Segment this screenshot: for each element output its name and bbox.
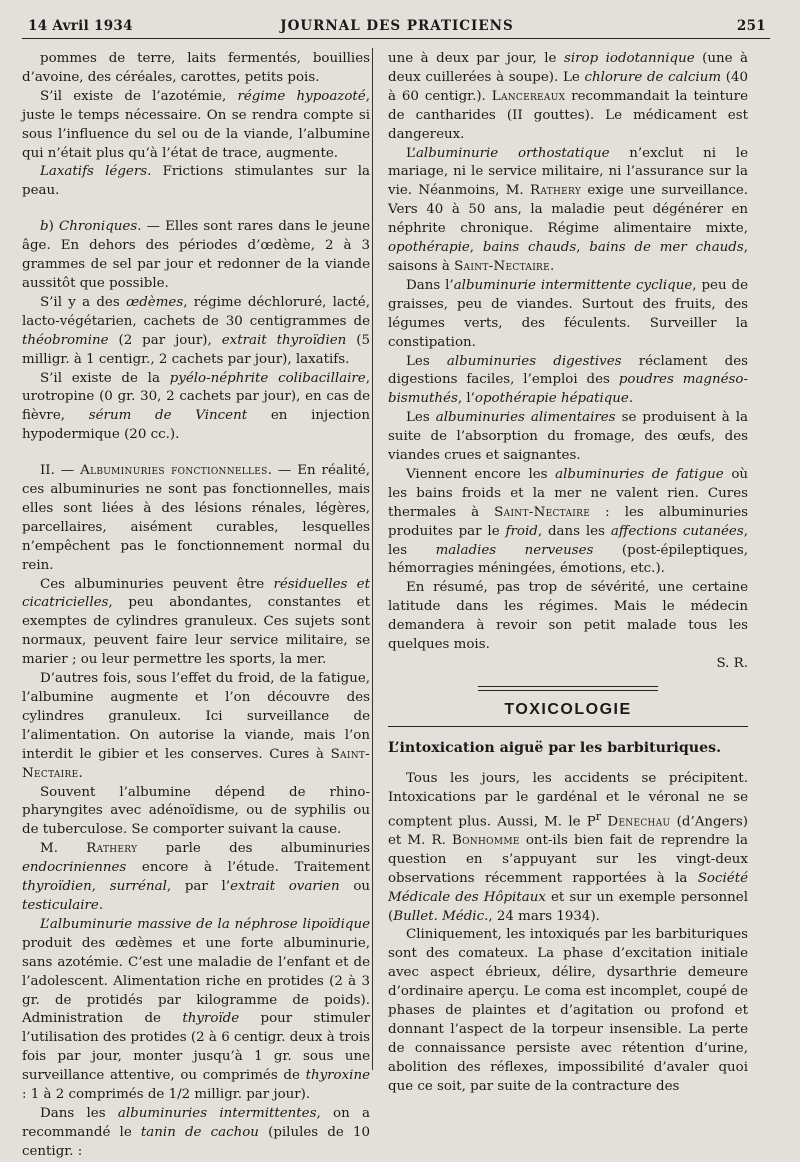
small-caps-text: Rathery — [530, 183, 582, 199]
text-run: n’exclut ni le mariage, ni le service militaire, ni l’assurance sur la vie. Néanmoins, M. — [388, 145, 749, 199]
text-run: en injection hypodermique (20 cc.). — [22, 408, 370, 443]
italic-text: thyroïde — [182, 1011, 240, 1027]
header-date: 14 Avril 1934 — [28, 18, 133, 34]
italic-text: pyélo-néphrite colibacillaire — [169, 370, 366, 386]
text-run: une à deux par jour, le — [388, 51, 564, 66]
paragraph — [388, 466, 748, 579]
small-caps-text: Lancereaux — [491, 88, 566, 104]
text-run: . — [550, 258, 555, 274]
italic-text: œdèmes — [125, 294, 184, 310]
paragraph — [388, 770, 748, 927]
text-run: , — [91, 879, 110, 895]
paragraph — [388, 926, 748, 1096]
text-run: S’il y a des — [40, 294, 126, 310]
text-run: (2 par jour), — [108, 332, 222, 348]
section-separator — [478, 686, 658, 691]
italic-text: extrait ovarien — [230, 879, 340, 895]
text-run: : 1 à 2 comprimés de 1/2 milligr. par jour). — [22, 1087, 311, 1103]
text-run: (post-épileptiques, hémorragies méningées, émotions, etc.). — [388, 542, 748, 577]
text-run: exige une surveillance. Vers 40 à 50 ans, la maladie peut dégénérer en néphrite chronique. Régime alimentaire mixte, — [388, 183, 748, 237]
paragraph — [22, 784, 370, 841]
italic-text: bains de mer chauds — [589, 240, 744, 256]
text-run: , peu de graisses, peu de viandes. Surtout des fruits, des légumes verts, des féculents. Surveiller la constipation. — [388, 277, 749, 350]
text-run: , les — [388, 523, 748, 558]
text-run: , par l’ — [166, 879, 231, 895]
text-run: (une à deux cuillerées à soupe). Le — [388, 51, 748, 85]
header-rule — [22, 38, 770, 39]
italic-text: endocriniennes — [22, 860, 127, 876]
running-header — [28, 18, 766, 40]
italic-text: Société Médicale des Hôpitaux — [388, 870, 748, 905]
text-run: (pilules de 10 centigr. : — [22, 1124, 371, 1159]
text-run: où les bains froids et la mer ne valent rien. Cures thermales à — [388, 466, 748, 520]
italic-text: extrait thyroïdien — [221, 332, 347, 348]
paragraph — [22, 576, 370, 671]
italic-text: maladies nerveuses — [435, 542, 594, 558]
text-run: Tous les jours, les accidents se précipitent. Intoxications par le gardénal et le véronal ne se comptent plus. Aussi, M. le P — [388, 770, 748, 829]
text-run: , l’ — [457, 391, 475, 407]
text-run: , — [576, 240, 590, 256]
right-column — [388, 50, 748, 1097]
italic-text: L’albuminurie massive de la néphrose lipoïdique — [40, 916, 370, 932]
text-run: parle des albuminuries — [137, 841, 370, 857]
italic-text: Bullet. Médic. — [393, 908, 489, 924]
header-page-number: 251 — [736, 18, 766, 34]
text-run: , on a recommandé le — [22, 1105, 370, 1140]
text-run: se produisent à la suite de l’absorption du fromage, des œufs, des viandes crues et saignantes. — [388, 410, 749, 464]
text-run: ou — [339, 879, 370, 895]
italic-text: régime hypoazoté — [237, 88, 366, 104]
paragraph — [388, 277, 748, 353]
text-run: , 24 mars 1934). — [488, 908, 600, 924]
text-run: produit des œdèmes et une forte albuminurie, sans azotémie. C’est une maladie de l’enfant et de l’adolescent. Alimentation riche en protides (2 à 3 gr. de protidés par kilogramme de poids). Administration de — [22, 935, 370, 1027]
text-run: (d’Angers) et M. R. — [388, 814, 748, 848]
paragraph — [22, 218, 370, 294]
article-title: L’intoxication aiguë par les barbituriques. — [388, 739, 722, 756]
small-caps-text: Saint-Nectaire — [22, 746, 370, 781]
italic-text: albuminuries alimentaires — [435, 410, 616, 426]
text-run: Les — [406, 353, 447, 369]
italic-text: résiduelles et cicatricielles — [22, 576, 370, 611]
italic-text: froid — [505, 523, 538, 539]
italic-text: chlorure de calcium — [584, 69, 722, 85]
italic-text: albuminuries intermittentes — [117, 1105, 317, 1121]
italic-text: sérum de Vincent — [88, 408, 248, 424]
text-run: . Frictions stimulantes sur la peau. — [22, 164, 370, 199]
text-run: , saisons à — [388, 240, 749, 274]
article-signature: S. R. — [716, 656, 748, 671]
italic-text: opothérapie hépatique — [474, 391, 629, 407]
italic-text: albuminuries de fatigue — [555, 466, 724, 482]
text-run: . — [98, 897, 104, 913]
italic-text: albuminurie orthostatique — [415, 145, 610, 161]
text-run: , — [469, 240, 483, 256]
paragraph — [388, 579, 748, 655]
italic-text: albuminurie intermittente cyclique — [453, 277, 693, 293]
text-run: L’ — [406, 145, 416, 161]
text-run: pour stimuler l’utilisation des protides (2 à 6 centigr. deux à trois fois par jour, monter jusqu’à 1 gr. sous une surveillance attentive, ou comprimés de — [22, 1011, 370, 1084]
italic-text: thyroïdien — [22, 879, 92, 895]
paragraph — [22, 163, 370, 201]
text-run: , juste le temps nécessaire. On se rendra compte si sous l’influence du sel ou de la viande, l’albumine qui n’était plus qu’à l’état de trace, augmente. — [22, 88, 370, 161]
italic-text: bains chauds — [482, 240, 577, 256]
text-run: D’autres fois, sous l’effet du froid, de la fatigue, l’albumine augmente et l’on découvre des cylindres granuleux. Ici surveillance de l’alimentation. On autorise la viande, mais l’on interdit le gibier et les conserves. Cures à — [22, 671, 370, 762]
text-run: pommes de terre, laits fermentés, bouillies d’avoine, des céréales, carottes, petits pois. — [22, 51, 370, 85]
paragraph — [22, 294, 370, 370]
italic-text: Chroniques — [58, 219, 138, 235]
text-run: : les albuminuries produites par le — [388, 504, 748, 539]
left-column — [22, 50, 370, 1162]
text-run: S’il existe de l’azotémie, — [40, 88, 238, 104]
italic-text: opothérapie — [388, 240, 470, 256]
small-caps-text: Saint-Nectaire — [494, 504, 591, 520]
italic-text: b — [40, 219, 49, 235]
italic-text: théobromine — [22, 332, 109, 348]
text-run: Dans l’ — [406, 277, 454, 293]
paragraph — [388, 409, 748, 466]
small-caps-text: Denechau — [607, 814, 671, 829]
paragraph — [22, 840, 370, 916]
text-run: (5 milligr. à 1 centigr., 2 cachets par jour), laxatifs. — [22, 332, 370, 367]
small-caps-text: Rathery — [86, 841, 138, 857]
italic-text: thyroxine — [305, 1068, 370, 1084]
text-run: Les — [406, 410, 436, 426]
text-run: . — [78, 765, 83, 781]
text-run: recommandait la teinture de cantharides (II gouttes). Le médicament est dangereux. — [388, 88, 748, 142]
text-run: , régime déchloruré, lacté, lacto-végétarien, cachets de 30 centigrammes de — [22, 294, 370, 329]
text-run: Souvent l’albumine dépend de rhino-pharyngites avec adénoïdisme, ou de syphilis ou de tuberculose. Se comporter suivant la cause. — [22, 784, 370, 838]
text-run: (40 à 60 centigr.). — [388, 69, 748, 104]
text-run: , urotropine (0 gr. 30, 2 cachets par jour), en cas de fièvre, — [22, 370, 370, 424]
text-run: . — Elles sont rares dans le jeune âge. En dehors des périodes d’œdème, 2 à 3 grammes de sel par jour et redonner de la viande aussitôt que possible. — [22, 219, 371, 291]
text-run: . — [628, 391, 634, 407]
italic-text: surrénal — [109, 879, 167, 895]
section-title-rule — [388, 726, 748, 727]
italic-text: sirop iodotannique — [563, 51, 695, 66]
paragraph — [388, 50, 748, 145]
text-run: encore à l’étude. Traitement — [126, 860, 370, 876]
italic-text: tanin de cachou — [140, 1124, 259, 1140]
text-run: ont-ils bien fait de reprendre la question en s’appuyant sur les vingt-deux observations récemment rapportées à la — [388, 832, 748, 886]
text-run: En résumé, pas trop de sévérité, une certaine latitude dans les régimes. Mais le médecin demandera à revoir son petit malade tous les quelques mois. — [388, 580, 748, 653]
paragraph — [22, 88, 370, 164]
text-run: S’il existe de la — [40, 370, 170, 386]
small-caps-text: Saint-Nectaire — [454, 258, 550, 274]
paragraph — [22, 916, 370, 1105]
italic-text: testiculaire — [22, 897, 99, 913]
column-divider — [372, 48, 373, 1070]
section-title: TOXICOLOGIE — [504, 700, 632, 718]
text-run: r — [595, 809, 602, 823]
header-journal-title: JOURNAL DES PRATICIENS — [280, 18, 514, 34]
signature-line — [388, 655, 748, 674]
text-run: Ces albuminuries peuvent être — [40, 576, 274, 592]
paragraph — [388, 145, 748, 277]
text-run: . — En réalité, ces albuminuries ne sont pas fonctionnelles, mais elles sont liées à des lésions rénales, légères, parcellaires, aisément curables, lesquelles n’empêchent pas le fonctionnement normal du rein. — [22, 463, 370, 573]
text-run: , peu abondantes, constantes et exemptes de cylindres granuleux. Ces sujets sont normaux, peuvent faire leur service militaire, se marier ; ou leur permettre les sports, la mer. — [22, 595, 370, 668]
text-run: réclament des digestions faciles, l’emploi des — [388, 353, 748, 388]
paragraph — [22, 1105, 370, 1162]
text-run: Dans les — [40, 1105, 118, 1121]
paragraph — [22, 670, 370, 783]
right-column-text-part-1 — [388, 50, 748, 655]
text-run: Viennent encore les — [406, 466, 556, 482]
text-run: , dans les — [537, 523, 611, 539]
right-column-text-part-2 — [388, 770, 748, 1097]
italic-text: albuminuries digestives — [446, 353, 622, 369]
text-run: II. — — [40, 463, 81, 479]
italic-text: Laxatifs légers — [40, 164, 148, 180]
text-run: ) — [48, 219, 59, 235]
text-run: Cliniquement, les intoxiqués par les barbituriques sont des comateux. La phase d’excitation initiale avec aspect ébrieux, délire, dysarthrie demeure d’ordinaire aperçu. Le coma est incomplet, coupé de phases de plaintes et d’agitation ou profond et donnant l’aspect de la torpeur insensible. La perte de connaissance persiste avec rétention d’urine, abolition des réflexes, impossibilité d’avaler quoi que ce soit, par suite de la contracture des — [388, 927, 748, 1094]
small-caps-text: Bonhomme — [451, 832, 520, 848]
paragraph — [22, 462, 370, 575]
italic-text: poudres magnéso-bismuthés — [388, 372, 748, 407]
text-run: M. — [40, 841, 87, 857]
text-run: et sur un exemple personnel ( — [388, 889, 748, 924]
italic-text: affections cutanées — [610, 523, 744, 539]
paragraph — [388, 353, 748, 410]
paragraph — [22, 370, 370, 446]
paragraph — [22, 50, 370, 88]
small-caps-text: Albuminuries fonctionnelles — [80, 463, 268, 479]
